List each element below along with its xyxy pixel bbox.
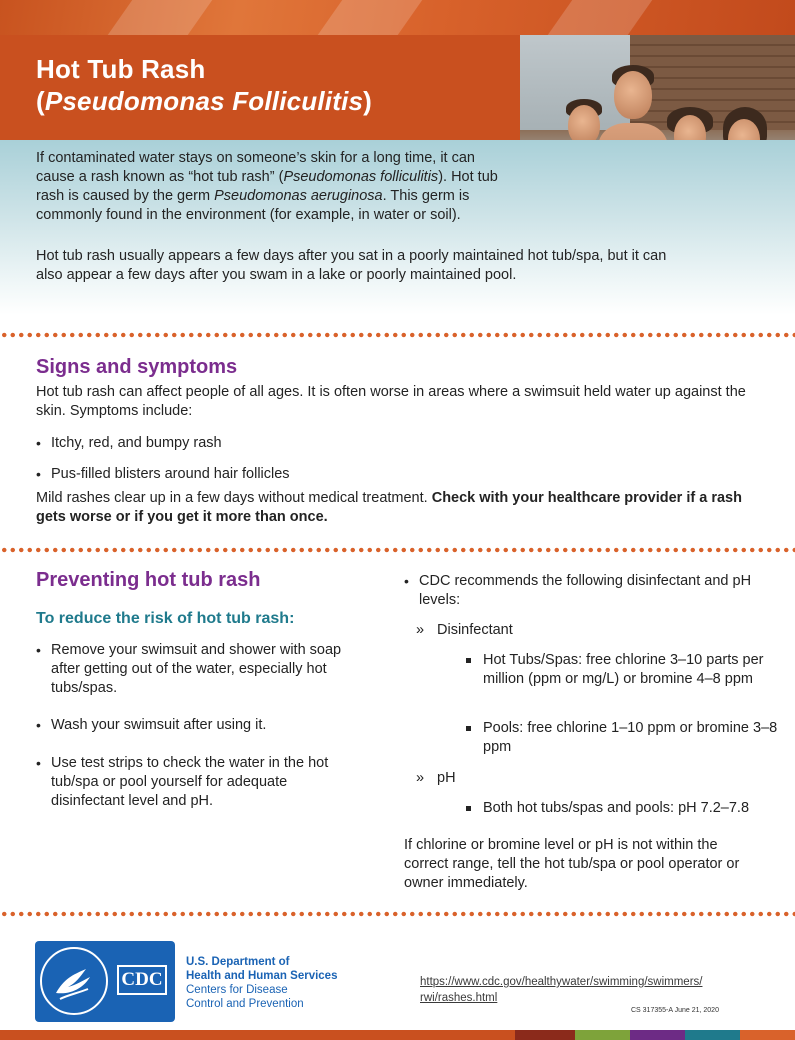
dotted-divider — [0, 911, 795, 917]
list-item: Pools: free chlorine 1–10 ppm or bromine 3–8 ppm — [483, 719, 783, 757]
prevent-heading: Preventing hot tub rash — [36, 569, 261, 591]
signs-intro: Hot tub rash can affect people of all ages. It is often worse in areas where a swimsuit held water up against the skin. Symptoms include: — [36, 384, 746, 419]
list-item: • Itchy, red, and bumpy rash — [36, 435, 222, 451]
hhs-seal-icon — [40, 947, 108, 1015]
document-id: CS 317355-A June 21, 2020 — [631, 1007, 719, 1014]
source-url-link[interactable]: https://www.cdc.gov/healthywater/swimming/swimmers/ rwi/rashes.html — [420, 976, 703, 1004]
signs-heading: Signs and symptoms — [36, 356, 238, 378]
list-item: • Remove your swimsuit and shower with soap after getting out of the water, especially hot tubs/spas. — [36, 642, 342, 696]
bottom-color-band — [0, 1030, 795, 1040]
list-item: • CDC recommends the following disinfectant and pH levels: — [404, 573, 752, 608]
list-item: • Pus-filled blisters around hair follicles — [36, 466, 290, 482]
dotted-divider — [0, 332, 795, 338]
list-item: • Wash your swimsuit after using it. — [36, 717, 267, 733]
page-title: Hot Tub Rash (Pseudomonas Folliculitis) — [36, 54, 373, 116]
hhs-cdc-logo — [35, 941, 175, 1022]
top-decorative-band — [0, 0, 795, 35]
prevent-subheading: To reduce the risk of hot tub rash: — [36, 610, 295, 627]
intro-paragraph-1: If contaminated water stays on someone’s skin for a long time, it can cause a rash known as “hot tub rash” (Pseudomonas folliculitis). Hot tub rash is caused by the germ Pseudomonas aeruginosa. This germ is commonly found in the environment (for example, in water or soil). — [36, 150, 498, 223]
dotted-divider — [0, 547, 795, 553]
list-item: Both hot tubs/spas and pools: pH 7.2–7.8 — [483, 799, 783, 818]
list-item: • Use test strips to check the water in the hot tub/spa or pool yourself for adequate disinfectant level and pH. — [36, 755, 329, 809]
cdc-logo: CDC — [117, 965, 167, 995]
agency-name: U.S. Department of Health and Human Services Centers for Disease Control and Prevention — [186, 956, 338, 1010]
prevent-closing: If chlorine or bromine level or pH is not within the correct range, tell the hot tub/spa or pool operator or owner immediately. — [404, 837, 740, 891]
disinfectant-label: » Disinfectant — [416, 622, 513, 638]
intro-paragraph-2: Hot tub rash usually appears a few days after you sat in a poorly maintained hot tub/spa, but it can also appear a few days after you swam in a lake or poorly maintained pool. — [36, 248, 667, 283]
title-banner — [0, 35, 520, 140]
list-item: Hot Tubs/Spas: free chlorine 3–10 parts per million (ppm or mg/L) or bromine 4–8 ppm — [483, 651, 773, 689]
signs-closing: Mild rashes clear up in a few days without medical treatment. Check with your healthcare provider if a rash gets worse or if you get it more than once. — [36, 490, 742, 525]
ph-label: » pH — [416, 770, 456, 786]
